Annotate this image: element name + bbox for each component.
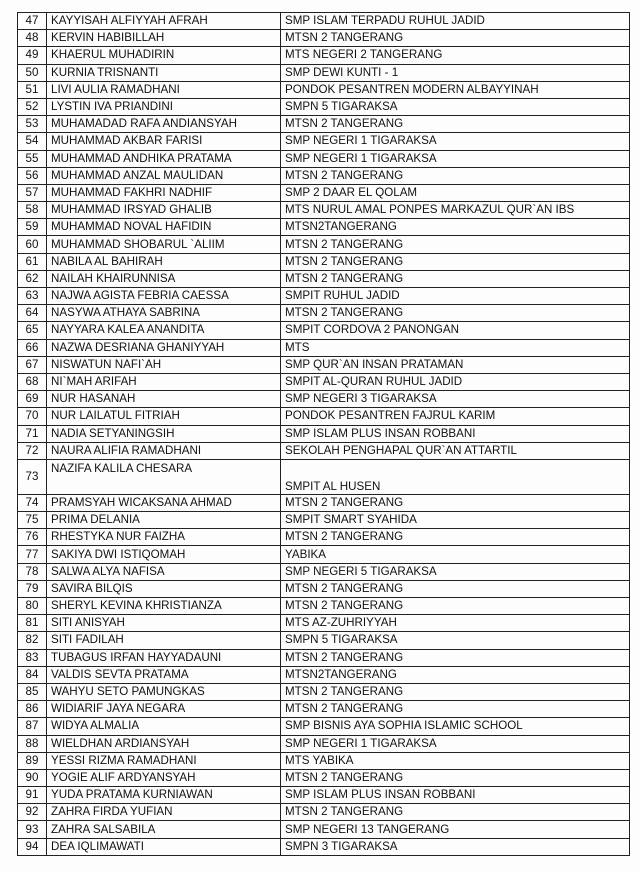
- table-row: [18, 339, 630, 356]
- row-number: 79: [18, 580, 47, 597]
- student-name: MUHAMADAD RAFA ANDIANSYAH: [47, 116, 281, 133]
- student-name: MUHAMMAD ANZAL MAULIDAN: [47, 167, 281, 184]
- school-name: MTSN 2 TANGERANG: [281, 494, 630, 511]
- student-name: NAILAH KHAIRUNNISA: [47, 270, 281, 287]
- table-row: [18, 649, 630, 666]
- row-number: 64: [18, 305, 47, 322]
- table-row: [18, 459, 630, 494]
- row-number: 54: [18, 133, 47, 150]
- table-row: [18, 838, 630, 855]
- student-name: NI`MAH ARIFAH: [47, 373, 281, 390]
- school-name: MTSN2TANGERANG: [281, 219, 630, 236]
- school-name: SMP NEGERI 1 TIGARAKSA: [281, 133, 630, 150]
- row-number: 63: [18, 288, 47, 305]
- student-name: NUR HASANAH: [47, 391, 281, 408]
- school-name: PONDOK PESANTREN MODERN ALBAYYINAH: [281, 81, 630, 98]
- student-name: PRIMA DELANIA: [47, 512, 281, 529]
- table-row: [18, 718, 630, 735]
- student-name: LYSTIN IVA PRIANDINI: [47, 98, 281, 115]
- table-row: [18, 683, 630, 700]
- student-name: NAYYARA KALEA ANANDITA: [47, 322, 281, 339]
- row-number: 75: [18, 512, 47, 529]
- student-name: SITI FADILAH: [47, 632, 281, 649]
- student-name: KERVIN HABIBILLAH: [47, 30, 281, 47]
- school-name: MTSN 2 TANGERANG: [281, 804, 630, 821]
- table-row: [18, 184, 630, 201]
- row-number: 66: [18, 339, 47, 356]
- student-name: ZAHRA FIRDA YUFIAN: [47, 804, 281, 821]
- school-name: SMP ISLAM TERPADU RUHUL JADID: [281, 13, 630, 30]
- student-name: NAZIFA KALILA CHESARA: [47, 459, 281, 494]
- table-row: [18, 666, 630, 683]
- school-name: SMPIT RUHUL JADID: [281, 288, 630, 305]
- table-row: [18, 202, 630, 219]
- row-number: 56: [18, 167, 47, 184]
- student-name: MUHAMMAD NOVAL HAFIDIN: [47, 219, 281, 236]
- table-row: [18, 632, 630, 649]
- school-name: SMP NEGERI 3 TIGARAKSA: [281, 391, 630, 408]
- table-row: [18, 219, 630, 236]
- student-name: SALWA ALYA NAFISA: [47, 563, 281, 580]
- table-row: [18, 408, 630, 425]
- student-name: YESSI RIZMA RAMADHANI: [47, 752, 281, 769]
- row-number: 78: [18, 563, 47, 580]
- table-row: [18, 288, 630, 305]
- row-number: 84: [18, 666, 47, 683]
- table-row: [18, 752, 630, 769]
- table-row: [18, 30, 630, 47]
- student-name: KURNIA TRISNANTI: [47, 64, 281, 81]
- school-name: MTSN 2 TANGERANG: [281, 236, 630, 253]
- school-name: MTS YABIKA: [281, 752, 630, 769]
- table-row: [18, 356, 630, 373]
- student-name: NASYWA ATHAYA SABRINA: [47, 305, 281, 322]
- student-name: LIVI AULIA RAMADHANI: [47, 81, 281, 98]
- row-number: 53: [18, 116, 47, 133]
- table-row: [18, 529, 630, 546]
- school-name: MTS NURUL AMAL PONPES MARKAZUL QUR`AN IBS: [281, 202, 630, 219]
- student-name: KHAERUL MUHADIRIN: [47, 47, 281, 64]
- table-row: [18, 546, 630, 563]
- table-row: [18, 598, 630, 615]
- student-name: YUDA PRATAMA KURNIAWAN: [47, 787, 281, 804]
- school-name: SMP NEGERI 13 TANGERANG: [281, 821, 630, 838]
- student-name: NUR LAILATUL FITRIAH: [47, 408, 281, 425]
- row-number: 73: [18, 459, 47, 494]
- student-name: WIDYA ALMALIA: [47, 718, 281, 735]
- row-number: 89: [18, 752, 47, 769]
- row-number: 58: [18, 202, 47, 219]
- row-number: 83: [18, 649, 47, 666]
- student-name: KAYYISAH ALFIYYAH AFRAH: [47, 13, 281, 30]
- table-row: [18, 494, 630, 511]
- school-name: SEKOLAH PENGHAPAL QUR`AN ATTARTIL: [281, 442, 630, 459]
- table-row: [18, 442, 630, 459]
- student-name: NADIA SETYANINGSIH: [47, 425, 281, 442]
- school-name: SMPIT CORDOVA 2 PANONGAN: [281, 322, 630, 339]
- student-name: YOGIE ALIF ARDYANSYAH: [47, 769, 281, 786]
- school-name: SMP NEGERI 5 TIGARAKSA: [281, 563, 630, 580]
- table-row: [18, 133, 630, 150]
- table-row: [18, 116, 630, 133]
- school-name: SMP ISLAM PLUS INSAN ROBBANI: [281, 425, 630, 442]
- school-name: MTSN2TANGERANG: [281, 666, 630, 683]
- school-name: MTS AZ-ZUHRIYYAH: [281, 615, 630, 632]
- student-name: PRAMSYAH WICAKSANA AHMAD: [47, 494, 281, 511]
- row-number: 80: [18, 598, 47, 615]
- table-row: [18, 253, 630, 270]
- student-name: DEA IQLIMAWATI: [47, 838, 281, 855]
- row-number: 72: [18, 442, 47, 459]
- school-name: MTSN 2 TANGERANG: [281, 769, 630, 786]
- table-row: [18, 821, 630, 838]
- student-name: WIELDHAN ARDIANSYAH: [47, 735, 281, 752]
- table-row: [18, 81, 630, 98]
- table-row: [18, 270, 630, 287]
- school-name: SMP 2 DAAR EL QOLAM: [281, 184, 630, 201]
- row-number: 82: [18, 632, 47, 649]
- row-number: 86: [18, 701, 47, 718]
- school-name: SMPIT AL-QURAN RUHUL JADID: [281, 373, 630, 390]
- row-number: 49: [18, 47, 47, 64]
- row-number: 65: [18, 322, 47, 339]
- table-row: [18, 512, 630, 529]
- student-name: NAZWA DESRIANA GHANIYYAH: [47, 339, 281, 356]
- school-name: SMP DEWI KUNTI - 1: [281, 64, 630, 81]
- row-number: 67: [18, 356, 47, 373]
- school-name: SMP NEGERI 1 TIGARAKSA: [281, 735, 630, 752]
- student-name: MUHAMMAD FAKHRI NADHIF: [47, 184, 281, 201]
- student-name: NAJWA AGISTA FEBRIA CAESSA: [47, 288, 281, 305]
- row-number: 60: [18, 236, 47, 253]
- school-name: MTSN 2 TANGERANG: [281, 598, 630, 615]
- table-row: [18, 167, 630, 184]
- student-name: VALDIS SEVTA PRATAMA: [47, 666, 281, 683]
- row-number: 76: [18, 529, 47, 546]
- row-number: 88: [18, 735, 47, 752]
- student-name: SAVIRA BILQIS: [47, 580, 281, 597]
- row-number: 70: [18, 408, 47, 425]
- row-number: 71: [18, 425, 47, 442]
- table-row: [18, 615, 630, 632]
- school-name: SMP QUR`AN INSAN PRATAMAN: [281, 356, 630, 373]
- student-name: MUHAMMAD AKBAR FARISI: [47, 133, 281, 150]
- student-name: NAURA ALIFIA RAMADHANI: [47, 442, 281, 459]
- school-name: MTSN 2 TANGERANG: [281, 30, 630, 47]
- row-number: 85: [18, 683, 47, 700]
- school-name: MTSN 2 TANGERANG: [281, 305, 630, 322]
- table-row: [18, 98, 630, 115]
- table-row: [18, 236, 630, 253]
- student-name: TUBAGUS IRFAN HAYYADAUNI: [47, 649, 281, 666]
- row-number: 90: [18, 769, 47, 786]
- school-name: SMPIT AL HUSEN: [281, 459, 630, 494]
- school-name: MTSN 2 TANGERANG: [281, 649, 630, 666]
- row-number: 47: [18, 13, 47, 30]
- row-number: 50: [18, 64, 47, 81]
- school-name: MTS NEGERI 2 TANGERANG: [281, 47, 630, 64]
- table-row: [18, 13, 630, 30]
- table-row: [18, 701, 630, 718]
- school-name: MTSN 2 TANGERANG: [281, 683, 630, 700]
- table-row: [18, 305, 630, 322]
- school-name: MTSN 2 TANGERANG: [281, 270, 630, 287]
- student-name: RHESTYKA NUR FAIZHA: [47, 529, 281, 546]
- row-number: 81: [18, 615, 47, 632]
- student-name: WAHYU SETO PAMUNGKAS: [47, 683, 281, 700]
- student-name: SITI ANISYAH: [47, 615, 281, 632]
- row-number: 87: [18, 718, 47, 735]
- table-row: [18, 391, 630, 408]
- school-name: MTSN 2 TANGERANG: [281, 529, 630, 546]
- school-name: MTSN 2 TANGERANG: [281, 167, 630, 184]
- participant-table-body: [18, 13, 630, 856]
- school-name: MTSN 2 TANGERANG: [281, 701, 630, 718]
- school-name: YABIKA: [281, 546, 630, 563]
- student-name: NABILA AL BAHIRAH: [47, 253, 281, 270]
- student-name: WIDIARIF JAYA NEGARA: [47, 701, 281, 718]
- row-number: 77: [18, 546, 47, 563]
- table-row: [18, 150, 630, 167]
- school-name: PONDOK PESANTREN FAJRUL KARIM: [281, 408, 630, 425]
- table-row: [18, 64, 630, 81]
- row-number: 91: [18, 787, 47, 804]
- student-name: MUHAMMAD ANDHIKA PRATAMA: [47, 150, 281, 167]
- school-name: SMP NEGERI 1 TIGARAKSA: [281, 150, 630, 167]
- school-name: MTSN 2 TANGERANG: [281, 116, 630, 133]
- row-number: 62: [18, 270, 47, 287]
- student-name: SHERYL KEVINA KHRISTIANZA: [47, 598, 281, 615]
- school-name: MTSN 2 TANGERANG: [281, 580, 630, 597]
- table-row: [18, 47, 630, 64]
- table-row: [18, 769, 630, 786]
- table-row: [18, 580, 630, 597]
- table-row: [18, 787, 630, 804]
- row-number: 92: [18, 804, 47, 821]
- participant-table: [17, 12, 630, 856]
- school-name: MTSN 2 TANGERANG: [281, 253, 630, 270]
- student-name: SAKIYA DWI ISTIQOMAH: [47, 546, 281, 563]
- row-number: 55: [18, 150, 47, 167]
- row-number: 61: [18, 253, 47, 270]
- row-number: 69: [18, 391, 47, 408]
- table-row: [18, 373, 630, 390]
- student-name: ZAHRA SALSABILA: [47, 821, 281, 838]
- table-row: [18, 735, 630, 752]
- row-number: 51: [18, 81, 47, 98]
- student-name: MUHAMMAD SHOBARUL `ALIIM: [47, 236, 281, 253]
- table-row: [18, 804, 630, 821]
- row-number: 74: [18, 494, 47, 511]
- row-number: 48: [18, 30, 47, 47]
- row-number: 59: [18, 219, 47, 236]
- row-number: 93: [18, 821, 47, 838]
- school-name: SMPN 5 TIGARAKSA: [281, 98, 630, 115]
- row-number: 94: [18, 838, 47, 855]
- row-number: 57: [18, 184, 47, 201]
- student-name: MUHAMMAD IRSYAD GHALIB: [47, 202, 281, 219]
- table-row: [18, 563, 630, 580]
- table-row: [18, 322, 630, 339]
- row-number: 68: [18, 373, 47, 390]
- school-name: MTS: [281, 339, 630, 356]
- student-name: NISWATUN NAFI`AH: [47, 356, 281, 373]
- school-name: SMP BISNIS AYA SOPHIA ISLAMIC SCHOOL: [281, 718, 630, 735]
- school-name: SMPN 5 TIGARAKSA: [281, 632, 630, 649]
- school-name: SMP ISLAM PLUS INSAN ROBBANI: [281, 787, 630, 804]
- school-name: SMPN 3 TIGARAKSA: [281, 838, 630, 855]
- row-number: 52: [18, 98, 47, 115]
- table-row: [18, 425, 630, 442]
- school-name: SMPIT SMART SYAHIDA: [281, 512, 630, 529]
